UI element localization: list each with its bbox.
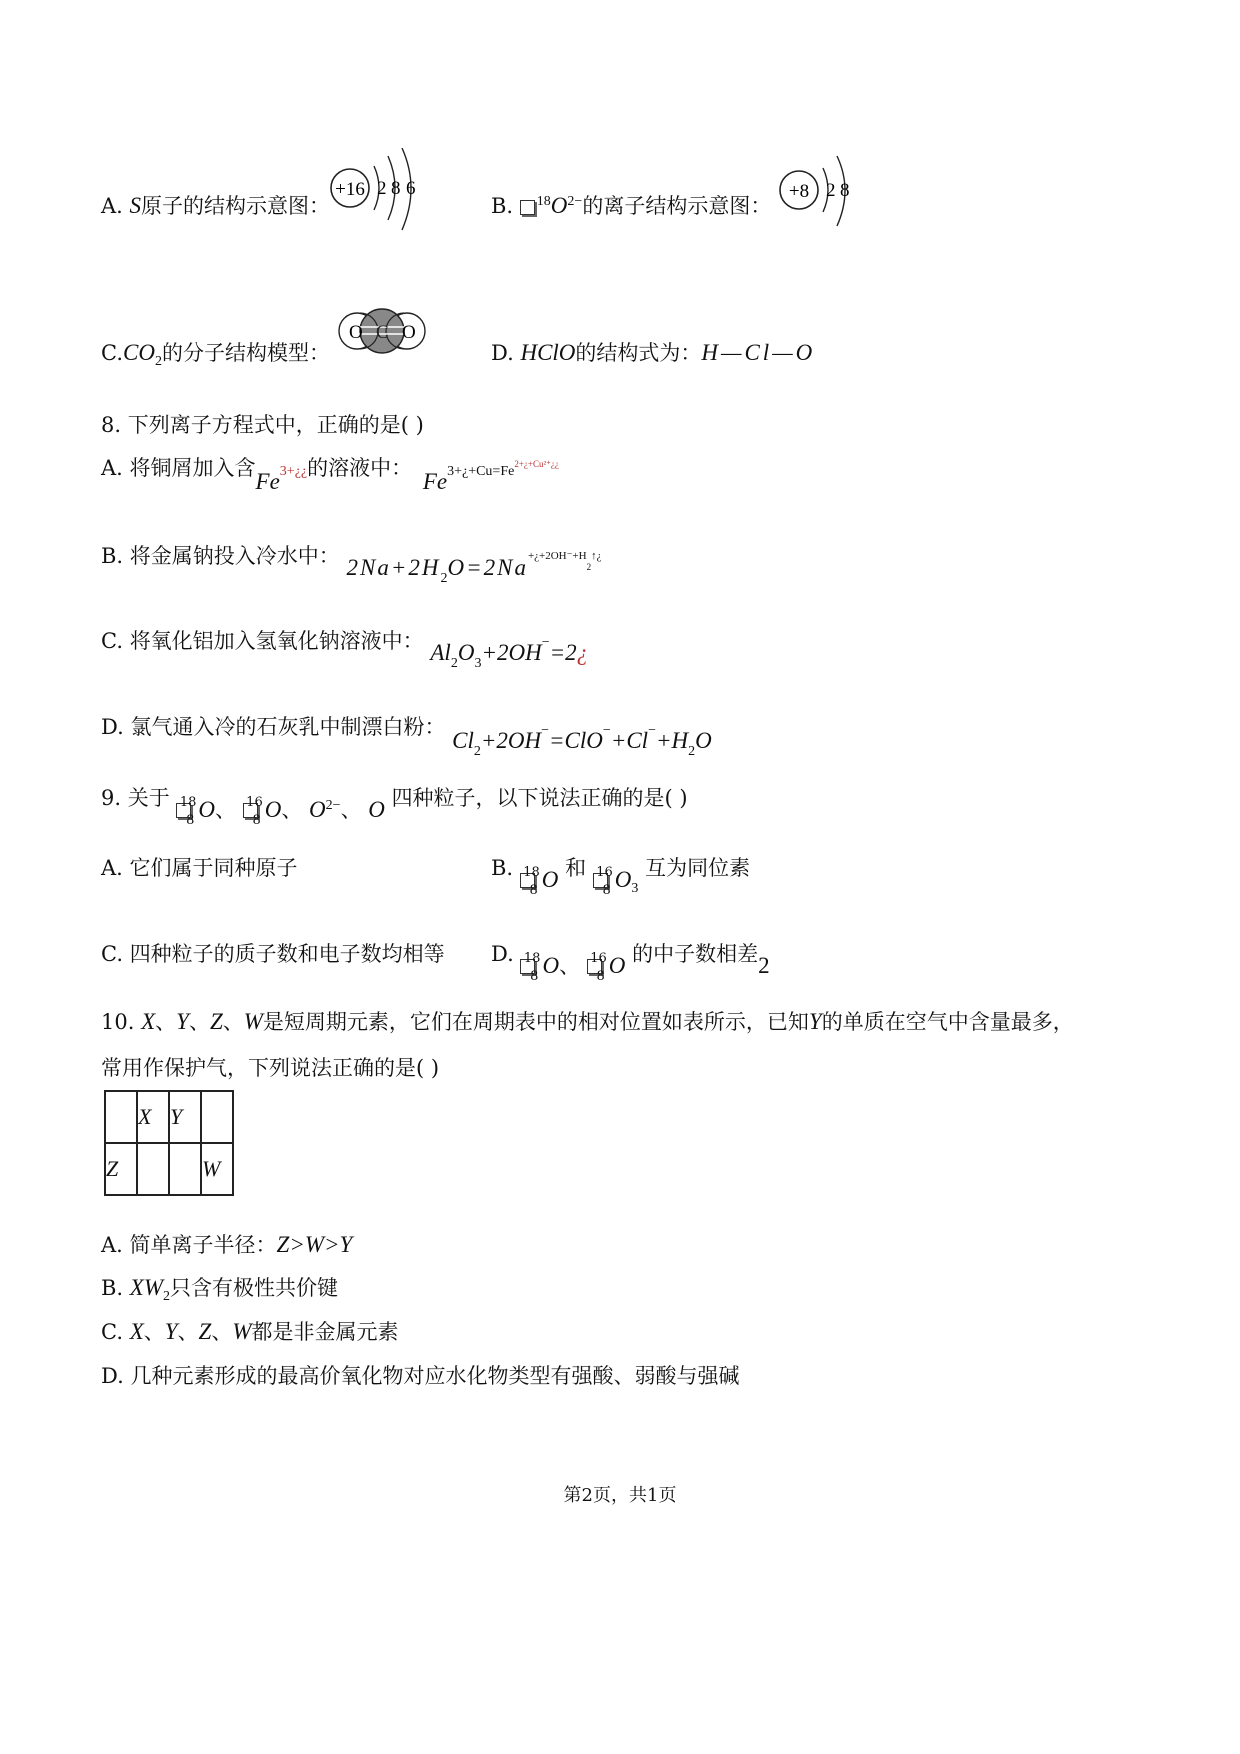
q10-stem-line1: 10. X、Y、Z、W是短周期元素，它们在周期表中的相对位置如表所示，已知Y的单质在空气中含量最多， [101, 1009, 1074, 1034]
sulfur-atom-diagram [328, 148, 423, 233]
q10-option-c: C. X、Y、Z、W都是非金属元素 [101, 1319, 399, 1344]
q8-option-b: B. 将金属钠投入冷水中： $2Na+2H_2O=2Na^{+¿+2OH^-+H}_2^{↑¿}$ [101, 544, 602, 587]
sulfur-shell-1: 2 [377, 178, 387, 199]
q8-stem: 8. 下列离子方程式中，正确的是( ) [101, 413, 424, 437]
sulfur-shell-3: 6 [406, 178, 416, 199]
q7-option-d: D. HClO的结构式为：H—Cl—O [491, 340, 816, 365]
nuclide-o18: 18 8 [176, 797, 198, 827]
table-cell-w: W [201, 1143, 233, 1195]
sulfur-nucleus-label: +16 [335, 179, 365, 200]
co2-left-o: O [349, 322, 363, 343]
table-cell-x: X [137, 1091, 169, 1143]
table-cell-y: Y [169, 1091, 201, 1143]
q7-option-b: B. $^{18}O^{2-}$的离子结构示意图： [491, 193, 772, 218]
q10-option-b: B. $XW_2$只含有极性共价键 [101, 1275, 339, 1305]
co2-right-o: O [402, 322, 416, 343]
co2-molecule-model [338, 307, 426, 357]
q9-option-d: D. 18 8 O、 16 8 O 的中子数相差2 [491, 942, 770, 984]
oxygen-ion-diagram [777, 150, 857, 230]
page-footer: 第2页，共1页 [563, 1485, 677, 1506]
oxygen-nucleus-label: +8 [788, 181, 810, 202]
table-cell [201, 1091, 233, 1143]
q10-stem-line2: 常用作保护气，下列说法正确的是( ) [101, 1056, 440, 1080]
table-cell [137, 1143, 169, 1195]
nuclide-o16: 16 8 [587, 953, 609, 983]
placeholder-box-icon [520, 200, 535, 215]
q8-option-a: A. 将铜屑加入含$Fe^{3+¿¿}$的溶液中： $Fe^{3+¿+Cu=Fe2+¿+Cu^{2+}¿¿}$ [101, 456, 559, 494]
oxygen-shell-2: 8 [840, 180, 850, 201]
nuclide-o16: 16 8 [593, 867, 615, 897]
q9-option-b: B. 18 8 O 和 16 8 $O_3$ 互为同位素 [491, 856, 751, 898]
q10-option-d: D. 几种元素形成的最高价氧化物对应水化物类型有强酸、弱酸与强碱 [101, 1364, 740, 1388]
q9-stem: 9. 关于 18 8 O、 16 8 O、 $O^{2-}$、 O 四种粒子，以下说法正确的是( ) [101, 786, 688, 828]
sulfur-shell-2: 8 [391, 178, 401, 199]
q8-option-d: D. 氯气通入冷的石灰乳中制漂白粉： $Cl_2+2OH^-=ClO^-+Cl^-+H_2O$ [101, 715, 712, 760]
table-cell [169, 1143, 201, 1195]
q9-option-c: C. 四种粒子的质子数和电子数均相等 [101, 942, 445, 966]
table-cell [105, 1091, 137, 1143]
q7-option-a: A. S原子的结构示意图： [101, 193, 331, 218]
oxygen-shell-1: 2 [826, 180, 836, 201]
periodic-table-fragment [104, 1090, 234, 1196]
nuclide-o18: 18 8 [520, 953, 542, 983]
q9-option-a: A. 它们属于同种原子 [101, 856, 298, 880]
q8-option-c: C. 将氧化铝加入氢氧化钠溶液中： $Al_2O_3+2OH^-=2¿$ [101, 629, 589, 672]
table-cell-z: Z [105, 1143, 137, 1195]
co2-center-c: C [376, 322, 389, 343]
q7-option-c: $C.CO_2$的分子结构模型： [101, 340, 330, 370]
nuclide-o18: 18 8 [520, 867, 542, 897]
q10-option-a: A. 简单离子半径：Z>W>Y [101, 1232, 353, 1257]
nuclide-o16: 16 8 [243, 797, 265, 827]
